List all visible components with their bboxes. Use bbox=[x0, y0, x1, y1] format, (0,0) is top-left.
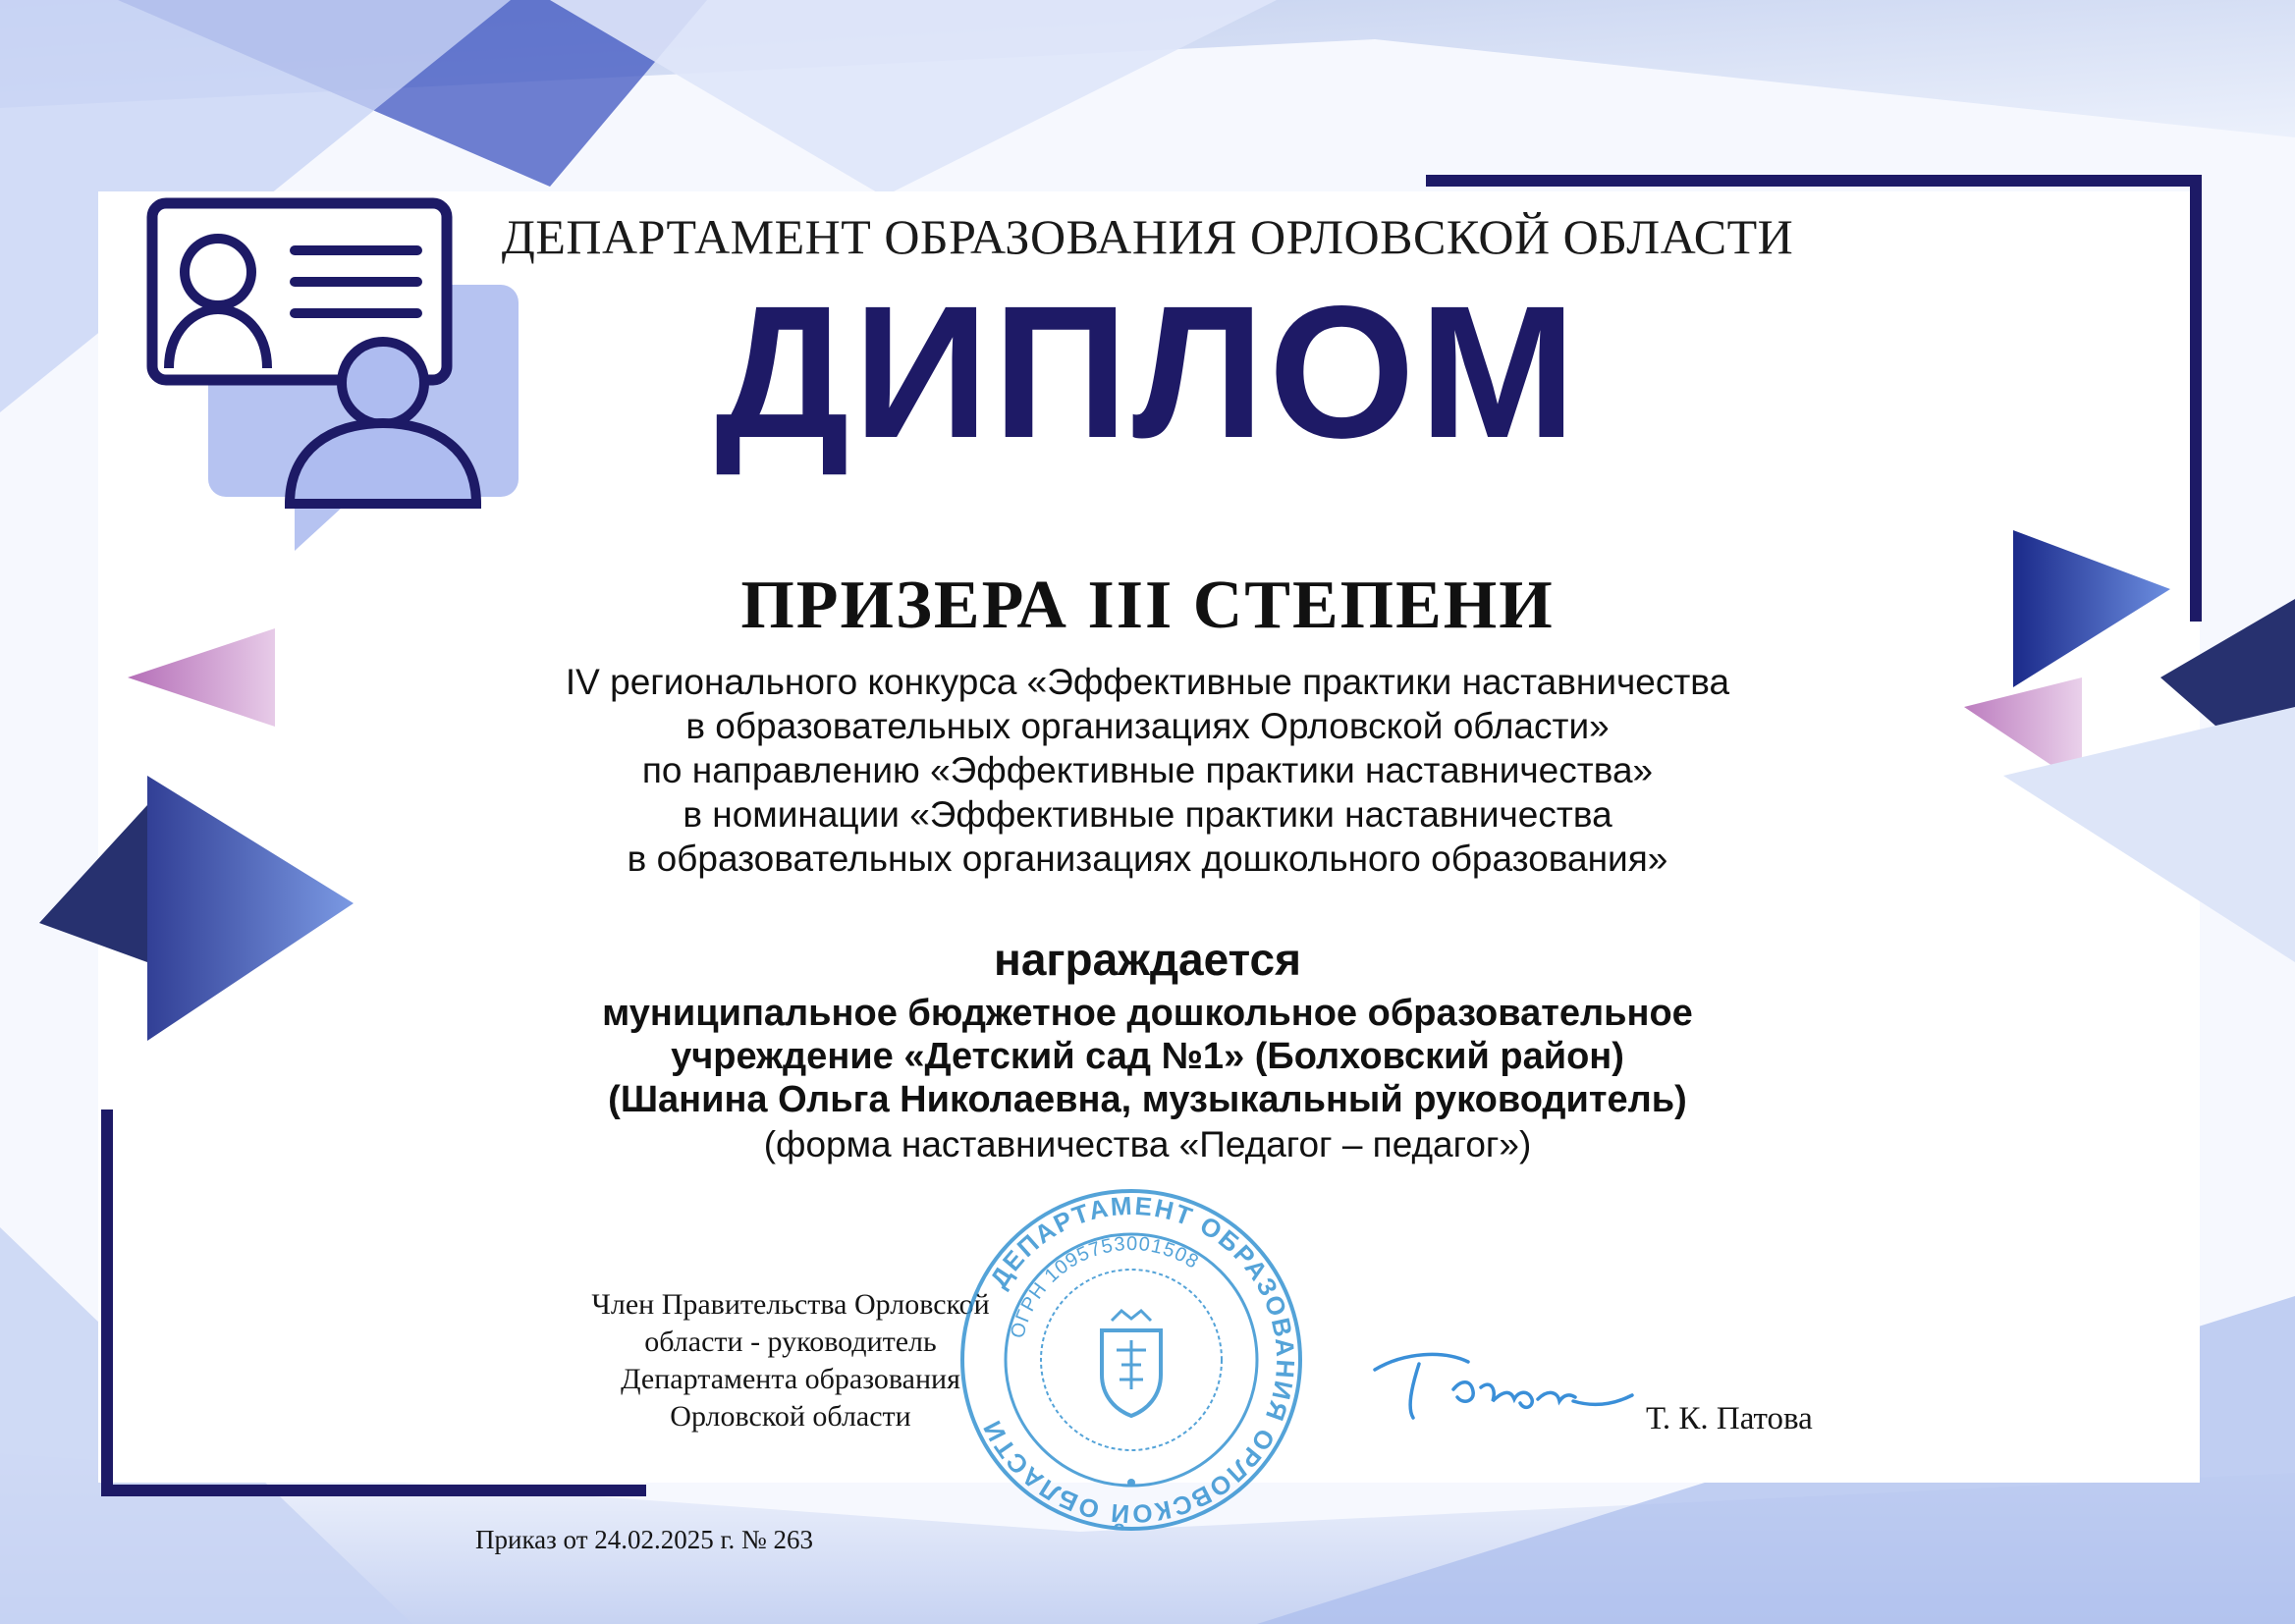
awarded-label: награждается bbox=[994, 934, 1301, 985]
signatory-position bbox=[570, 1286, 1011, 1435]
frame-left-bar bbox=[101, 1110, 113, 1495]
handwritten-signature bbox=[1365, 1330, 1640, 1438]
awardee-line: муниципальное бюджетное дошкольное образовательное bbox=[602, 993, 1693, 1034]
awardee-line: учреждение «Детский сад №1» (Болховский район) bbox=[671, 1036, 1624, 1077]
mentorship-form: (форма наставничества «Педагог – педагог») bbox=[763, 1124, 1532, 1164]
contest-line: в образовательных организациях дошкольного образования» bbox=[627, 839, 1668, 879]
award-degree: ПРИЗЕРА III СТЕПЕНИ bbox=[740, 568, 1555, 643]
contest-line: IV регионального конкурса «Эффективные практики наставничества bbox=[565, 662, 1730, 702]
svg-text:ДЕПАРТАМЕНТ ОБРАЗОВАНИЯ ОРЛОВС: ДЕПАРТАМЕНТ ОБРАЗОВАНИЯ ОРЛОВСКОЙ ОБЛАСТИ bbox=[976, 1190, 1301, 1530]
position-line: Член Правительства Орловской bbox=[591, 1288, 990, 1321]
contest-line: по направлению «Эффективные практики наставничества» bbox=[641, 750, 1654, 790]
order-reference: Приказ от 24.02.2025 г. № 263 bbox=[475, 1525, 814, 1554]
svg-text:ОГРН 1095753001508: ОГРН 1095753001508 bbox=[1007, 1232, 1203, 1341]
official-seal-icon bbox=[955, 1183, 1308, 1537]
awardee-line: (Шанина Ольга Николаевна, музыкальный руководитель) bbox=[608, 1079, 1687, 1120]
department-heading: ДЕПАРТАМЕНТ ОБРАЗОВАНИЯ ОРЛОВСКОЙ ОБЛАСТИ bbox=[501, 209, 1794, 264]
diploma-title: ДИПЛОМ bbox=[715, 266, 1580, 477]
signatory-name: Т. К. Патова bbox=[1646, 1401, 1813, 1436]
contest-line: в образовательных организациях Орловской области» bbox=[685, 706, 1610, 746]
contest-description bbox=[0, 660, 2295, 881]
position-line: Орловской области bbox=[670, 1400, 911, 1433]
position-line: области - руководитель bbox=[644, 1326, 937, 1358]
frame-top-bar bbox=[1426, 175, 2202, 187]
contest-line: в номинации «Эффективные практики наставничества bbox=[683, 794, 1612, 835]
frame-bottom-bar bbox=[101, 1485, 646, 1496]
awardee-block bbox=[0, 992, 2295, 1121]
position-line: Департамента образования bbox=[621, 1363, 960, 1395]
